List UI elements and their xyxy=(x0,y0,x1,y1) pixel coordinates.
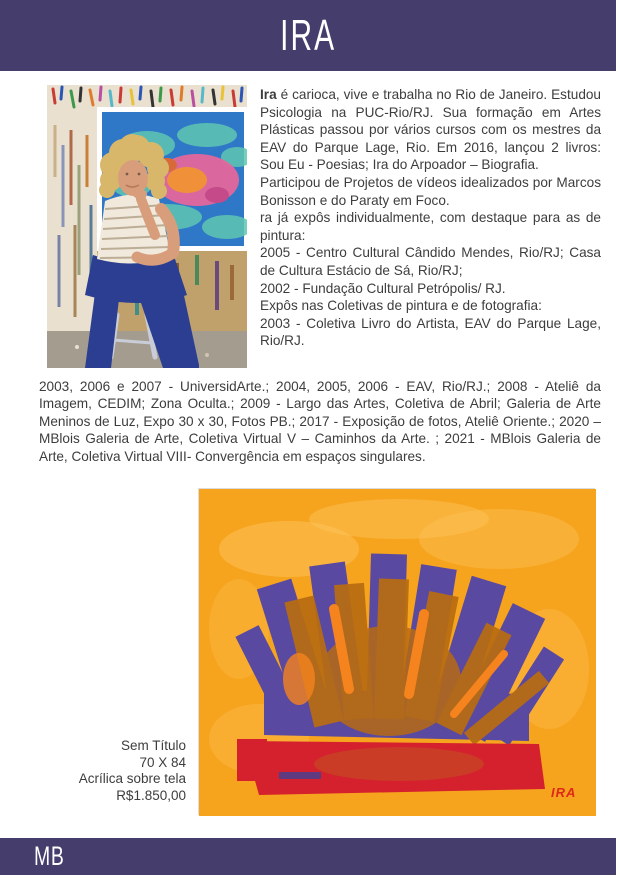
artist-name: Ira xyxy=(260,87,277,102)
bio-solo-2002: 2002 - Fundação Cultural Petrópolis/ RJ. xyxy=(260,280,506,296)
artwork-technique: Acrílica sobre tela xyxy=(78,771,186,786)
mb-gallery-logo: MB xyxy=(34,841,65,871)
bio-videos: Participou de Projetos de vídeos idealizados por Marcos Bonisson e do Paraty em Foco. xyxy=(260,174,601,208)
artwork-price: R$1.850,00 xyxy=(116,787,186,803)
artist-photo xyxy=(47,85,247,368)
bio-group-exhibitions: 2003, 2006 e 2007 - UniversidArte.; 2004, 2005, 2006 - EAV, Rio/RJ.; 2008 - Ateliê da Imagem, CEDIM; Zona Oculta.; 2009 - Largo das Artes, Coletiva de Abril; Galeria de Arte Meninos de Luz, Expo 30 x 30, Fotos PB.; 2017 - Exposição de fotos, Ateliê Oriente.; 2020 – MBlois Galeria de Arte, Coletiva Virtual V – Caminhos da Arte. ; 2021 - MBlois Galeria de Arte, Coletiva Virtual VIII- Convergência em espaços singulares. xyxy=(39,379,601,464)
artwork-image xyxy=(198,488,595,815)
red-band xyxy=(237,739,545,795)
artist-signature: IRA xyxy=(551,785,577,800)
bio-solo-2005: 2005 - Centro Cultural Cândido Mendes, Rio/RJ; Casa de Cultura Estácio de Sá, Rio/RJ; xyxy=(260,245,601,278)
bio-solo-intro: ra já expôs individualmente, com destaque para as de pintura: xyxy=(260,210,601,243)
artwork-title: Sem Título xyxy=(120,738,186,753)
artwork-caption xyxy=(28,738,186,804)
page-title: IRA xyxy=(279,10,336,60)
page-header xyxy=(0,0,616,71)
artwork-dimensions: 70 X 84 xyxy=(139,754,186,770)
studio-floor xyxy=(47,331,247,368)
artist-photo-illustration xyxy=(47,85,247,368)
bio-group-2003: 2003 - Coletiva Livro do Artista, EAV do Parque Lage, Rio/RJ. xyxy=(260,315,601,349)
bio-group-intro: Expôs nas Coletivas de pintura e de fotografia: xyxy=(260,298,542,314)
page-footer xyxy=(0,838,616,875)
biography xyxy=(260,86,601,350)
bio-intro: Ira é carioca, vive e trabalha no Rio de Janeiro. Estudou Psicologia na PUC-Rio/RJ. Sua formação em Artes Plásticas passou por vários cursos com os mestres da EAV do Parque Lage, Rio. Em 2016, lançou 2 livros: Sou Eu - Poesias; Ira do Arpoador – Biografia. xyxy=(260,87,601,173)
artwork-illustration xyxy=(199,489,596,816)
